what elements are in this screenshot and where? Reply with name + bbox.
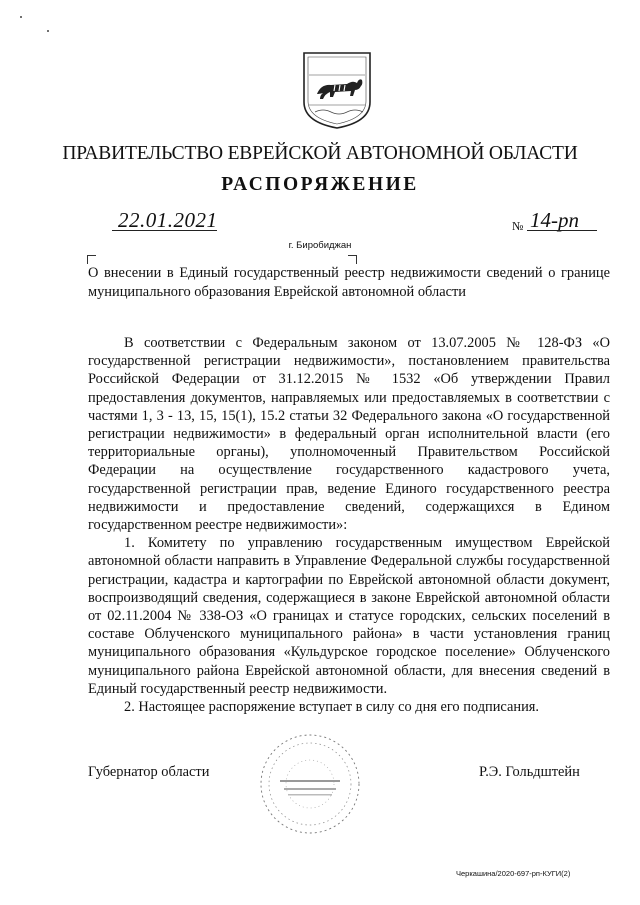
coat-of-arms-icon [301,50,373,130]
document-subject: О внесении в Единый государственный реестр недвижимости сведений о границе муниципального образования Еврейской автономной области [88,265,610,300]
official-stamp-icon [258,732,362,836]
scan-speck [20,16,22,18]
organization-title: ПРАВИТЕЛЬСТВО ЕВРЕЙСКОЙ АВТОНОМНОЙ ОБЛАСТИ [62,143,578,164]
scan-speck [47,30,49,32]
body-paragraph-preamble: В соответствии с Федеральным законом от 13.07.2005 № 128-ФЗ «О государственной регистрации недвижимости», постановлением правительства Российской Федерации от 31.12.2015 № 1532 «Об утверждении Правил предоставления документов, направляемых или предоставляемых в соответствии с частями 1, 3 - 13, 15, 15(1), 15.2 статьи 32 Федерального закона «О государственной регистрации недвижимости» в федеральный орган исполнительной власти (его территориальные органы), уполномоченный Правительством Российской Федерации на осуществление государственного кадастрового учета, государственной регистрации прав, ведение Единого государственного реестра недвижимости и предоставление сведений, содержащихся в Едином государственном реестре недвижимости»: [88,335,610,534]
document-reference-footer: Черкашина/2020-697-рп-КУГИ(2) [456,869,571,878]
document-body [88,334,610,716]
number-underline [527,230,597,231]
date-underline [112,230,217,231]
subject-corner-mark-right [348,255,357,264]
subject-corner-mark-left [87,255,96,264]
document-number: 14-рп [530,208,579,232]
signatory-role: Губернатор области [88,764,210,780]
body-paragraph-item-2: 2. Настоящее распоряжение вступает в силу со дня его подписания. [124,699,539,716]
signatory-name: Р.Э. Гольдштейн [479,764,580,780]
body-paragraph-item-1: 1. Комитету по управлению государственным имуществом Еврейской автономной области направить в Управление Федеральной службы государственной регистрации, кадастра и картографии по Еврейской автономной области документ, воспроизводящий сведения, содержащиеся в законе Еврейской автономной области от 02.11.2004 № 338-ОЗ «О границах и статусе городских, сельских поселений в составе Облученского муниципального района» в части установления границ муниципального образования «Кульдурское городское поселение» Облученского муниципального района Еврейской автономной области, для внесения сведений в Единый государственный реестр недвижимости. [88,535,610,697]
document-city: г. Биробиджан [288,240,352,251]
document-date: 22.01.2021 [118,208,218,232]
document-number-prefix: № [512,219,524,233]
document-type-title: РАСПОРЯЖЕНИЕ [221,174,419,195]
